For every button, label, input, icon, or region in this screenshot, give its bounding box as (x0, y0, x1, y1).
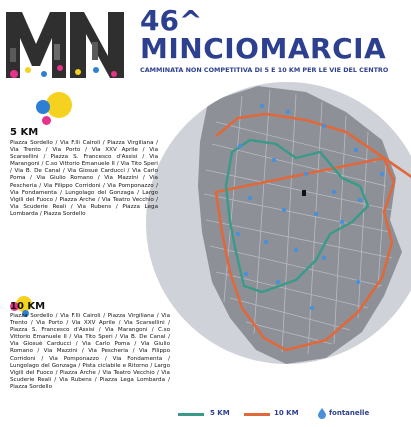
legend-10km-line (244, 413, 270, 416)
legend-10km-label: 10 KM (274, 409, 299, 417)
blue-dot (36, 100, 50, 114)
event-title: MINCIOMARCIA (140, 32, 387, 65)
route-5km-title: 5 KM (10, 127, 39, 138)
legend-fountains-label: fontanelle (329, 409, 370, 417)
legend-5km-line (178, 413, 204, 416)
route-10km-title: 10 KM (10, 301, 46, 312)
route-5km-description: Piazza Sordello / Via F.lli Cairoli / Piazza Virgiliana / Via Trento / Via Porto / Via XXV Aprile / Via Scarsellini / Piazza S. Francesco d'Assisi / Via Marangoni / C.so Vittorio Emanuele II / Via Tito Speri / Via B. De Canal / Via Giosuè Carducci / Via Carlo Poma / Via Giulio Romano / Via Mazzini / Via Pescheria / Via Filippo Corridoni / Via Pomponazzo / Via Fondamenta / Lungolago del Gonzaga / Largo Vigili del Fuoco / Piazza Arche / Via Teatro Vecchio / Via Scuderie Reali / Via Rubens / Piazza Lega Lombarda / Piazza Sordello (10, 140, 158, 217)
mn-logo-graphic (4, 8, 128, 80)
route-map (146, 82, 411, 364)
mn-logo (4, 8, 128, 80)
legend-5km-label: 5 KM (210, 409, 230, 417)
event-subtitle: CAMMINATA NON COMPETITIVA DI 5 E 10 KM PER LE VIE DEL CENTRO (140, 66, 389, 74)
water-drop-icon (318, 408, 326, 419)
route-map-graphic (146, 82, 411, 364)
pink-dot (42, 116, 51, 125)
edition-number: 46^ (140, 4, 203, 37)
route-10km-description: Piazza Sordello / Via F.lli Cairoli / Piazza Virgiliana / Via Trento / Via Porto / Via XXV Aprile / Via Scarsellini / Piazza S. Francesco d'Assisi / Via Marangoni / C.so Vittorio Emanuele II / Via Tito Speri / Via B. De Canal / Via Giosuè Carducci / Via Carlo Poma / Via Giulio Romano / Via Mazzini / Via Pescheria / Via Filippo Corridoni / Via Pomponazzo / Via Fondamenta / Lungolago del Gonzaga / Pista ciclabile e Ritorno / Largo Vigili del Fuoco / Piazza Arche / Via Teatro Vecchio / Via Scuderie Reali / Via Rubens / Piazza Lega Lombarda / Piazza Sordello (10, 313, 170, 390)
